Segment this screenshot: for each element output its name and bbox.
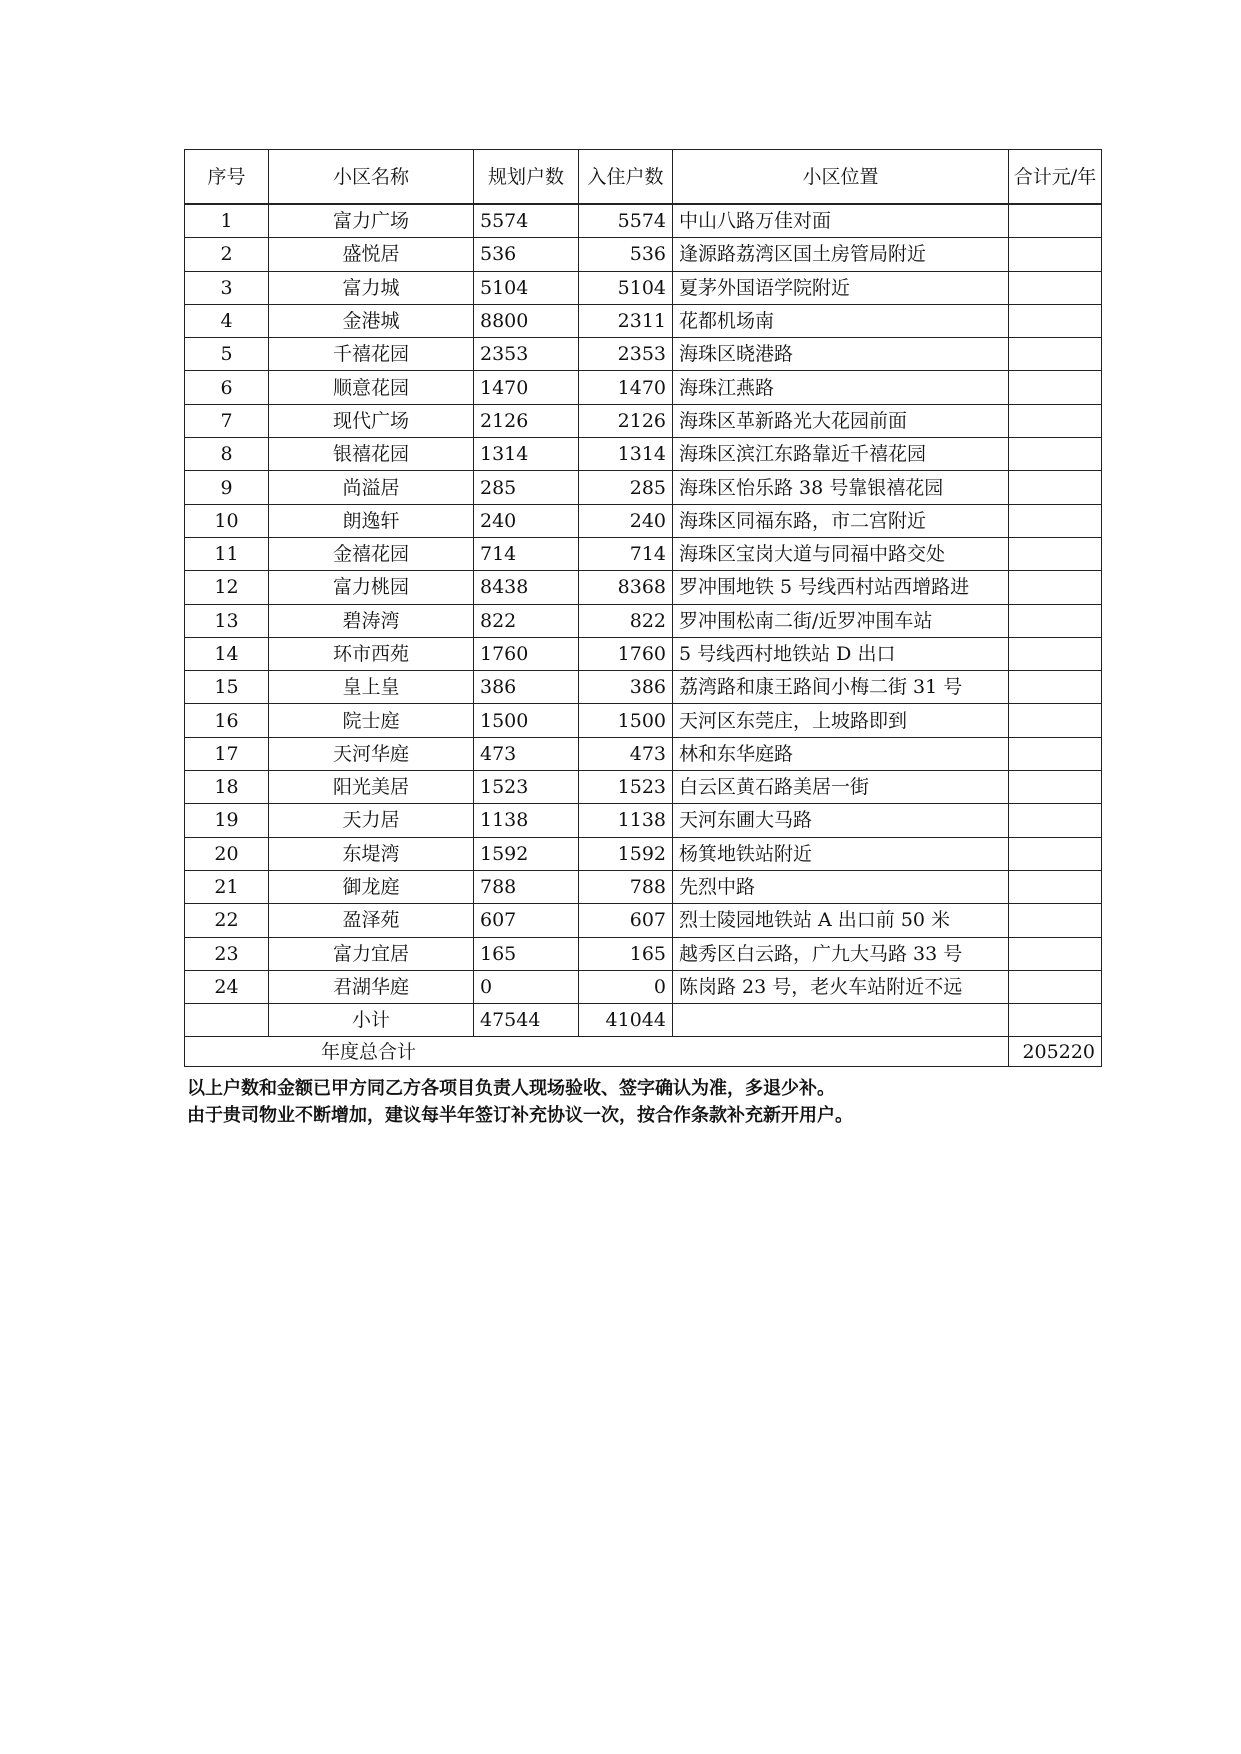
table-row [185, 737, 1102, 770]
cell-name: 君湖华庭 [269, 970, 474, 1003]
note-verification: 以上户数和金额已甲方同乙方各项目负责人现场验收、签字确认为准，多退少补。 [187, 1078, 835, 1099]
cell-total [1009, 204, 1102, 238]
cell-total [1009, 771, 1102, 804]
cell-name: 盈泽苑 [269, 904, 474, 937]
cell-seq: 15 [185, 671, 269, 704]
cell-location: 荔湾路和康王路间小梅二街 31 号 [673, 671, 1009, 704]
cell-seq: 12 [185, 571, 269, 604]
table-row [185, 804, 1102, 837]
table-row [185, 271, 1102, 304]
cell-location: 海珠区宝岗大道与同福中路交处 [673, 537, 1009, 570]
cell-occupied: 822 [579, 604, 673, 637]
cell-planned: 8438 [474, 571, 579, 604]
cell-location: 天河东圃大马路 [673, 804, 1009, 837]
cell-location: 海珠区滨江东路靠近千禧花园 [673, 438, 1009, 471]
cell-occupied: 386 [579, 671, 673, 704]
cell-location: 白云区黄石路美居一街 [673, 771, 1009, 804]
cell-total [1009, 704, 1102, 737]
cell-seq: 9 [185, 471, 269, 504]
cell-occupied: 2126 [579, 404, 673, 437]
cell-total [1009, 304, 1102, 337]
cell-planned: 714 [474, 537, 579, 570]
table-row [185, 338, 1102, 371]
subtotal-seq-cell [185, 1004, 269, 1037]
cell-seq: 17 [185, 737, 269, 770]
cell-planned: 285 [474, 471, 579, 504]
cell-planned: 1138 [474, 804, 579, 837]
cell-planned: 2126 [474, 404, 579, 437]
cell-planned: 1592 [474, 837, 579, 870]
cell-name: 院士庭 [269, 704, 474, 737]
cell-total [1009, 271, 1102, 304]
header-occupied: 入住户数 [579, 150, 673, 205]
cell-name: 银禧花园 [269, 438, 474, 471]
cell-name: 富力城 [269, 271, 474, 304]
cell-name: 盛悦居 [269, 238, 474, 271]
table-row [185, 671, 1102, 704]
cell-location: 先烈中路 [673, 870, 1009, 903]
cell-total [1009, 970, 1102, 1003]
cell-name: 富力广场 [269, 204, 474, 238]
cell-seq: 2 [185, 238, 269, 271]
grand-total-value: 205220 [1009, 1037, 1102, 1067]
table-row [185, 837, 1102, 870]
cell-planned: 1314 [474, 438, 579, 471]
table-row [185, 604, 1102, 637]
table-row [185, 537, 1102, 570]
cell-location: 海珠区革新路光大花园前面 [673, 404, 1009, 437]
cell-location: 罗冲围地铁 5 号线西村站西增路进 [673, 571, 1009, 604]
cell-location: 陈岗路 23 号，老火车站附近不远 [673, 970, 1009, 1003]
table-row [185, 504, 1102, 537]
header-row [185, 150, 1102, 205]
cell-seq: 6 [185, 371, 269, 404]
table-row [185, 571, 1102, 604]
cell-location: 烈士陵园地铁站 A 出口前 50 米 [673, 904, 1009, 937]
table-row [185, 204, 1102, 238]
cell-location: 林和东华庭路 [673, 737, 1009, 770]
subtotal-location-cell [673, 1004, 1009, 1037]
cell-occupied: 240 [579, 504, 673, 537]
cell-total [1009, 571, 1102, 604]
header-seq: 序号 [185, 150, 269, 205]
cell-total [1009, 737, 1102, 770]
cell-occupied: 536 [579, 238, 673, 271]
cell-seq: 13 [185, 604, 269, 637]
cell-planned: 1500 [474, 704, 579, 737]
cell-name: 金港城 [269, 304, 474, 337]
table-row [185, 404, 1102, 437]
cell-planned: 2353 [474, 338, 579, 371]
grand-total-label: 年度总合计 [185, 1037, 1009, 1067]
subtotal-label: 小计 [269, 1004, 474, 1037]
cell-name: 顺意花园 [269, 371, 474, 404]
cell-seq: 14 [185, 637, 269, 670]
cell-total [1009, 904, 1102, 937]
cell-occupied: 1760 [579, 637, 673, 670]
cell-planned: 788 [474, 870, 579, 903]
cell-location: 夏茅外国语学院附近 [673, 271, 1009, 304]
cell-occupied: 1314 [579, 438, 673, 471]
header-location: 小区位置 [673, 150, 1009, 205]
cell-occupied: 0 [579, 970, 673, 1003]
cell-planned: 607 [474, 904, 579, 937]
header-name: 小区名称 [269, 150, 474, 205]
cell-planned: 386 [474, 671, 579, 704]
table-row [185, 238, 1102, 271]
cell-seq: 22 [185, 904, 269, 937]
cell-location: 逢源路荔湾区国土房管局附近 [673, 238, 1009, 271]
cell-name: 环市西苑 [269, 637, 474, 670]
cell-total [1009, 338, 1102, 371]
cell-occupied: 5574 [579, 204, 673, 238]
cell-seq: 23 [185, 937, 269, 970]
cell-planned: 822 [474, 604, 579, 637]
cell-name: 御龙庭 [269, 870, 474, 903]
cell-occupied: 714 [579, 537, 673, 570]
cell-occupied: 473 [579, 737, 673, 770]
table-row [185, 471, 1102, 504]
cell-occupied: 165 [579, 937, 673, 970]
community-table [184, 149, 1102, 1067]
table-header [185, 150, 1102, 205]
cell-planned: 1760 [474, 637, 579, 670]
cell-total [1009, 438, 1102, 471]
cell-occupied: 1500 [579, 704, 673, 737]
cell-occupied: 1523 [579, 771, 673, 804]
cell-occupied: 1138 [579, 804, 673, 837]
cell-name: 富力桃园 [269, 571, 474, 604]
cell-planned: 1470 [474, 371, 579, 404]
cell-total [1009, 637, 1102, 670]
table-row [185, 771, 1102, 804]
header-total: 合计元/年 [1009, 150, 1102, 205]
subtotal-row [185, 1004, 1102, 1037]
cell-total [1009, 671, 1102, 704]
cell-planned: 240 [474, 504, 579, 537]
cell-planned: 1523 [474, 771, 579, 804]
cell-name: 金禧花园 [269, 537, 474, 570]
cell-seq: 24 [185, 970, 269, 1003]
cell-seq: 7 [185, 404, 269, 437]
cell-occupied: 1470 [579, 371, 673, 404]
cell-seq: 10 [185, 504, 269, 537]
cell-occupied: 607 [579, 904, 673, 937]
cell-occupied: 2353 [579, 338, 673, 371]
cell-total [1009, 604, 1102, 637]
cell-planned: 5574 [474, 204, 579, 238]
cell-seq: 18 [185, 771, 269, 804]
cell-name: 千禧花园 [269, 338, 474, 371]
cell-total [1009, 537, 1102, 570]
cell-total [1009, 804, 1102, 837]
cell-occupied: 285 [579, 471, 673, 504]
cell-seq: 8 [185, 438, 269, 471]
note-supplement: 由于贵司物业不断增加，建议每半年签订补充协议一次，按合作条款补充新开用户。 [187, 1105, 853, 1126]
cell-total [1009, 937, 1102, 970]
cell-planned: 165 [474, 937, 579, 970]
cell-total [1009, 471, 1102, 504]
cell-planned: 0 [474, 970, 579, 1003]
subtotal-total-cell [1009, 1004, 1102, 1037]
cell-seq: 21 [185, 870, 269, 903]
cell-total [1009, 837, 1102, 870]
table-row [185, 870, 1102, 903]
table-row [185, 704, 1102, 737]
cell-seq: 19 [185, 804, 269, 837]
cell-total [1009, 238, 1102, 271]
cell-location: 海珠区同福东路，市二宫附近 [673, 504, 1009, 537]
cell-seq: 3 [185, 271, 269, 304]
subtotal-occupied: 41044 [579, 1004, 673, 1037]
cell-location: 海珠江燕路 [673, 371, 1009, 404]
subtotal-planned: 47544 [474, 1004, 579, 1037]
cell-name: 朗逸轩 [269, 504, 474, 537]
grand-total-row [185, 1037, 1102, 1067]
cell-total [1009, 371, 1102, 404]
cell-seq: 1 [185, 204, 269, 238]
cell-name: 东堤湾 [269, 837, 474, 870]
cell-name: 天力居 [269, 804, 474, 837]
cell-seq: 4 [185, 304, 269, 337]
cell-location: 越秀区白云路，广九大马路 33 号 [673, 937, 1009, 970]
cell-location: 5 号线西村地铁站 D 出口 [673, 637, 1009, 670]
cell-occupied: 788 [579, 870, 673, 903]
cell-occupied: 2311 [579, 304, 673, 337]
table-row [185, 970, 1102, 1003]
cell-planned: 536 [474, 238, 579, 271]
cell-name: 碧涛湾 [269, 604, 474, 637]
cell-seq: 11 [185, 537, 269, 570]
cell-occupied: 5104 [579, 271, 673, 304]
cell-seq: 20 [185, 837, 269, 870]
cell-location: 中山八路万佳对面 [673, 204, 1009, 238]
cell-name: 富力宜居 [269, 937, 474, 970]
cell-total [1009, 870, 1102, 903]
cell-location: 海珠区怡乐路 38 号靠银禧花园 [673, 471, 1009, 504]
cell-planned: 8800 [474, 304, 579, 337]
cell-name: 现代广场 [269, 404, 474, 437]
cell-occupied: 8368 [579, 571, 673, 604]
cell-total [1009, 504, 1102, 537]
table-row [185, 438, 1102, 471]
cell-location: 杨箕地铁站附近 [673, 837, 1009, 870]
cell-occupied: 1592 [579, 837, 673, 870]
table-row [185, 371, 1102, 404]
header-planned: 规划户数 [474, 150, 579, 205]
cell-total [1009, 404, 1102, 437]
cell-name: 天河华庭 [269, 737, 474, 770]
cell-name: 尚溢居 [269, 471, 474, 504]
cell-planned: 5104 [474, 271, 579, 304]
table-row [185, 304, 1102, 337]
cell-seq: 5 [185, 338, 269, 371]
table-footer [185, 1004, 1102, 1067]
table-row [185, 937, 1102, 970]
cell-location: 海珠区晓港路 [673, 338, 1009, 371]
cell-seq: 16 [185, 704, 269, 737]
cell-name: 皇上皇 [269, 671, 474, 704]
cell-planned: 473 [474, 737, 579, 770]
cell-name: 阳光美居 [269, 771, 474, 804]
table-body [185, 204, 1102, 1004]
table-row [185, 637, 1102, 670]
table-row [185, 904, 1102, 937]
cell-location: 罗冲围松南二街/近罗冲围车站 [673, 604, 1009, 637]
cell-location: 花都机场南 [673, 304, 1009, 337]
cell-location: 天河区东莞庄，上坡路即到 [673, 704, 1009, 737]
